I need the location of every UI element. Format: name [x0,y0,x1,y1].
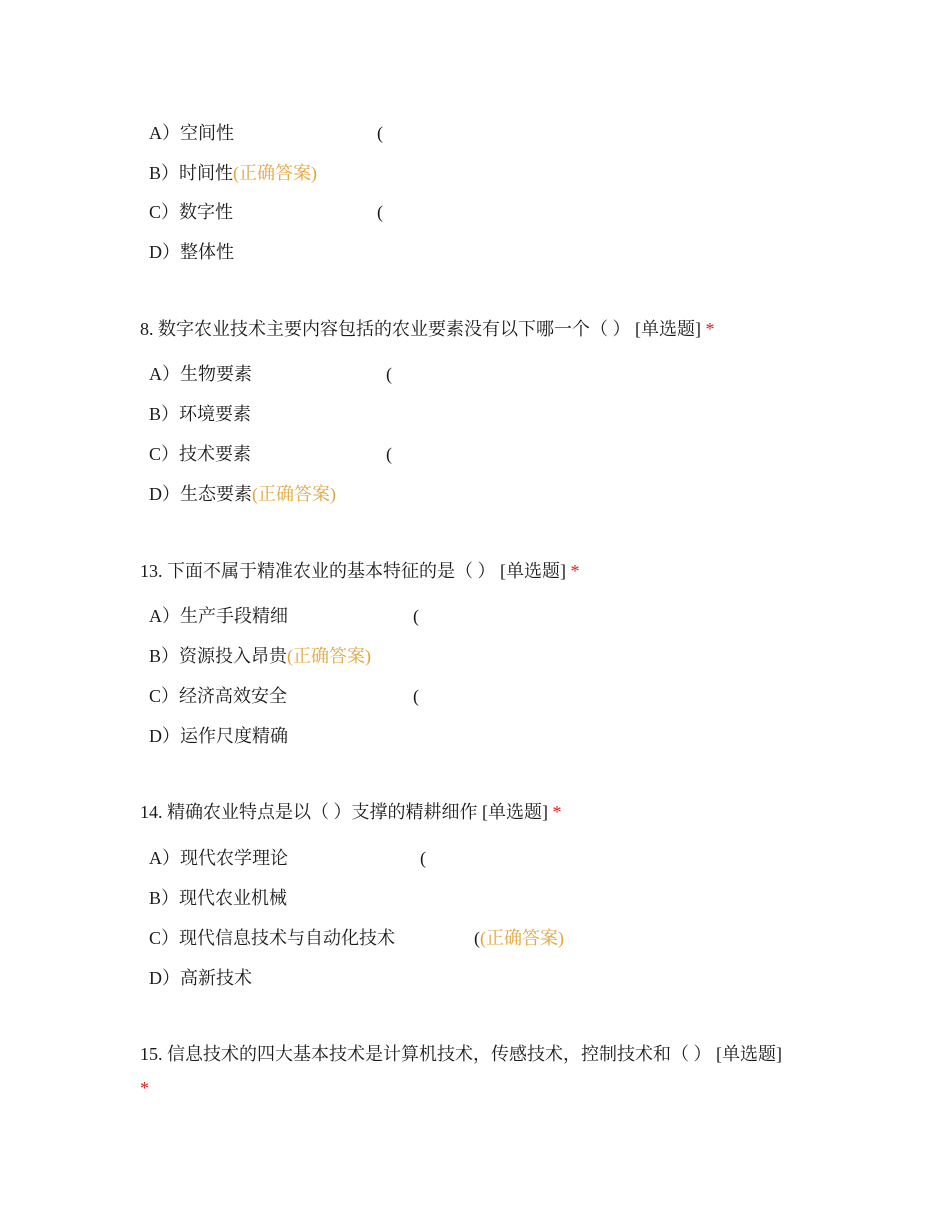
question-title [140,1042,782,1066]
option-text: D）高新技术 [149,968,252,988]
option-d [149,482,336,506]
option-d [149,240,234,264]
question-text: 13. 下面不属于精准农业的基本特征的是（ ） [单选题] [140,561,566,581]
option-a [149,362,252,386]
option-text: A）生物要素 [149,364,252,384]
question-text: 14. 精确农业特点是以（ ）支撑的精耕细作 [单选题] [140,802,548,822]
option-a [149,604,288,628]
correct-answer-tag: (正确答案) [233,163,318,183]
question-text: 8. 数字农业技术主要内容包括的农业要素没有以下哪一个（ ） [单选题] [140,319,701,339]
option-text: B）环境要素 [149,404,252,424]
option-c [149,926,395,950]
option-text: C）经济高效安全 [149,686,288,706]
required-mark: * [552,802,562,822]
option-a [149,846,288,870]
required-mark: * [140,1078,149,1098]
option-text: A）现代农学理论 [149,848,288,868]
option-b [149,644,371,668]
paren-mark: ( [377,123,383,143]
question-title [140,559,580,583]
option-d [149,724,288,748]
required-mark: * [570,561,580,581]
option-a [149,121,234,145]
paren-mark: ( [377,202,383,222]
option-b [149,161,317,185]
paren-mark: ( [413,686,419,706]
question-title [140,800,562,824]
correct-answer-tag: (正确答案) [252,484,336,504]
option-text: D）整体性 [149,242,234,262]
option-c [149,684,287,708]
option-text: D）生态要素 [149,484,252,504]
paren-mark: ( [420,848,426,868]
question-text: 15. 信息技术的四大基本技术是计算机技术，传感技术，控制技术和（ ） [单选题] [140,1044,782,1064]
option-text: B）资源投入昂贵 [149,646,288,666]
question-title [140,317,715,341]
paren-char: ( [474,928,480,948]
option-b [149,886,287,910]
required-mark-line [140,1076,149,1100]
option-text: A）空间性 [149,123,234,143]
option-c [149,442,251,466]
required-mark: * [705,319,715,339]
correct-answer-tag: (正确答案) [287,646,372,666]
correct-answer-tag: (正确答案) [480,928,564,948]
option-text: A）生产手段精细 [149,606,288,626]
option-b [149,402,251,426]
paren-mark [474,926,564,950]
option-c [149,200,233,224]
option-text: C）现代信息技术与自动化技术 [149,928,396,948]
paren-mark: ( [386,444,392,464]
option-text: D）运作尺度精确 [149,726,288,746]
paren-mark: ( [413,606,419,626]
option-text: B）时间性 [149,163,234,183]
option-text: C）技术要素 [149,444,252,464]
option-d [149,966,252,990]
option-text: C）数字性 [149,202,234,222]
paren-mark: ( [386,364,392,384]
option-text: B）现代农业机械 [149,888,288,908]
